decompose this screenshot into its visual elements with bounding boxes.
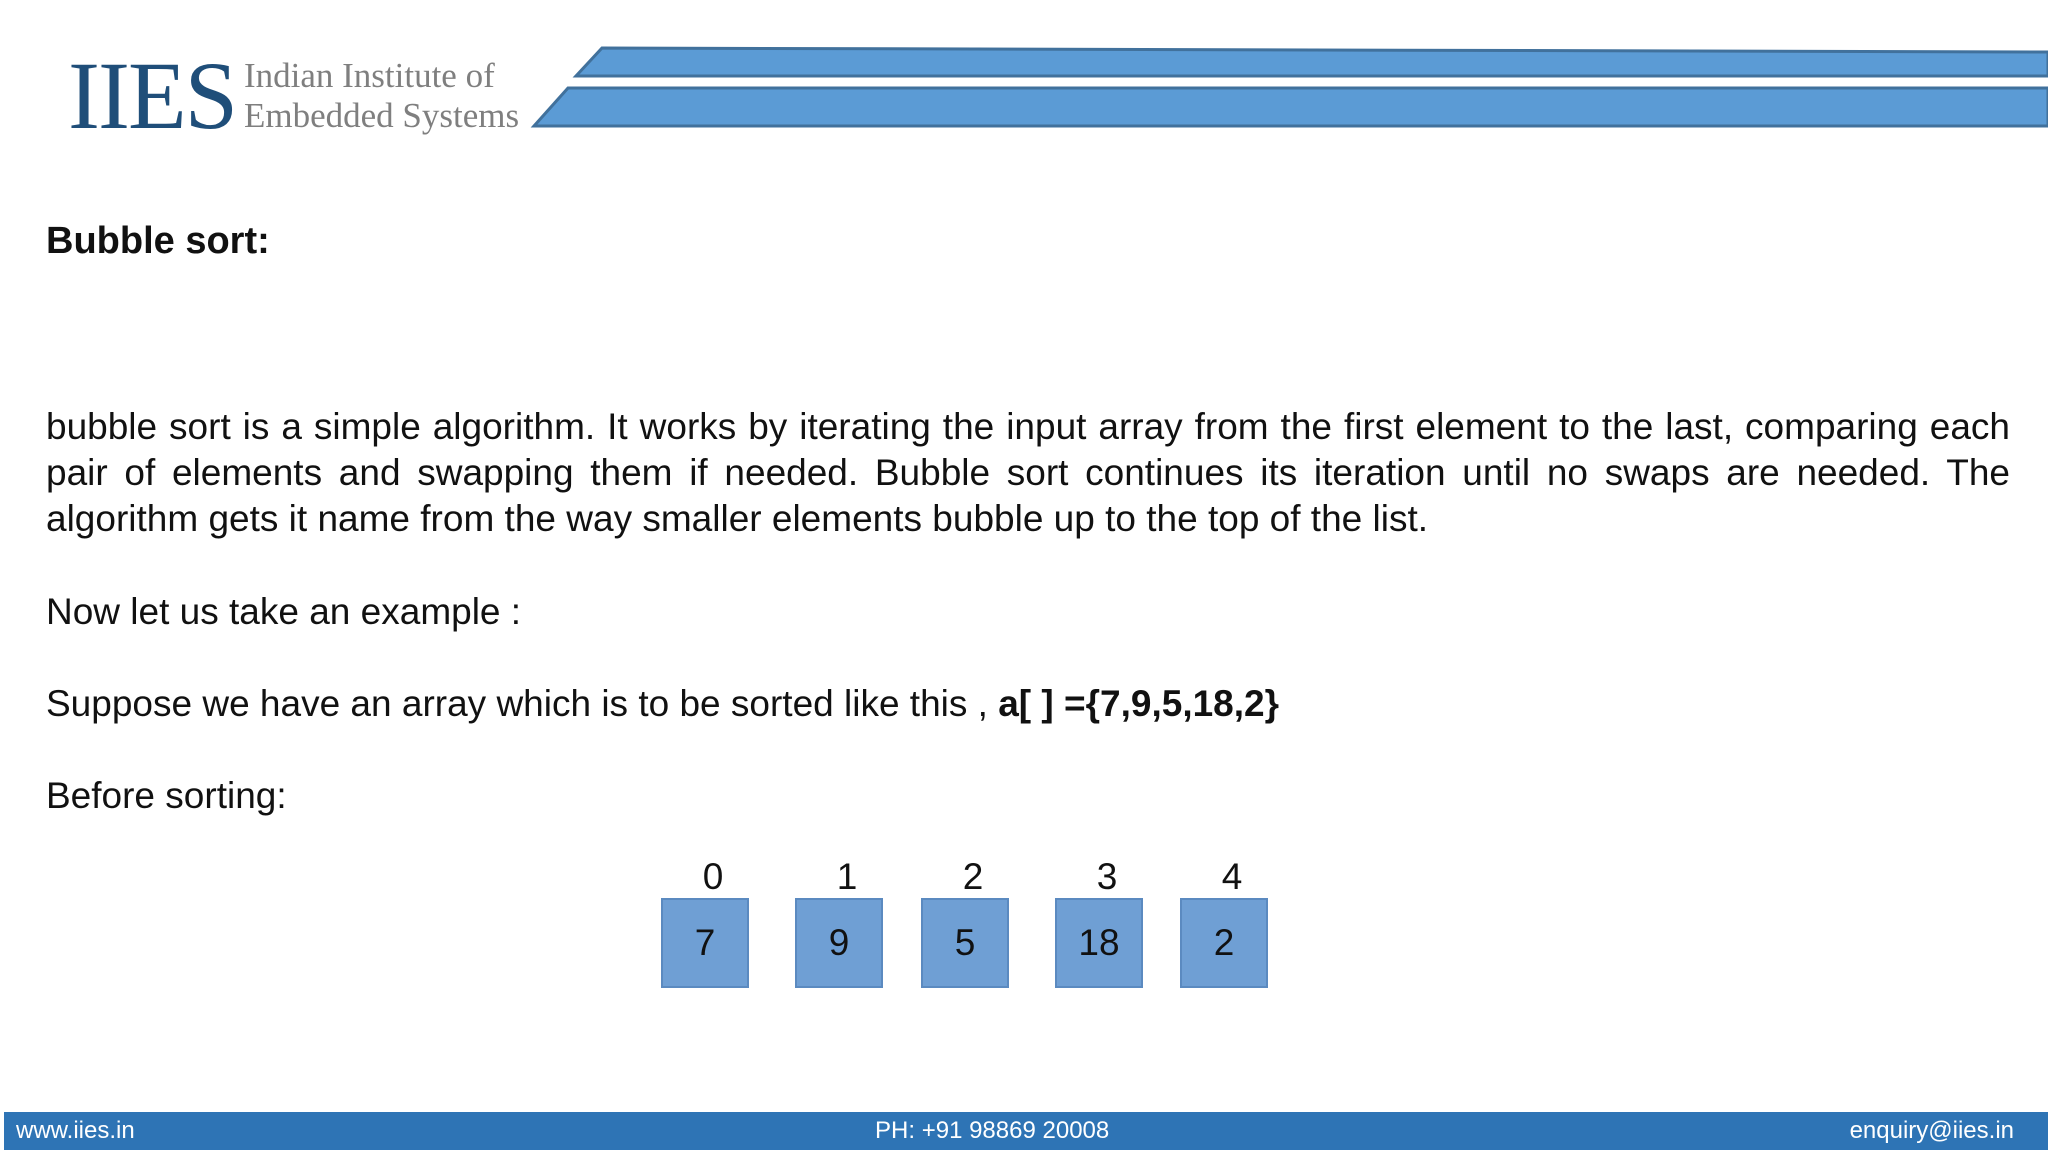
array-cell: 5 — [921, 898, 1009, 988]
array-cell: 18 — [1055, 898, 1143, 988]
array-cell: 7 — [661, 898, 749, 988]
description-paragraph: bubble sort is a simple algorithm. It works by iterating the input array from the first element to the last, comparing each pair of elements and swapping them if needed. Bubble sort continues its iteration until no swaps are needed. The algorithm gets it name from the way smaller elements bubble up to the top of the list. — [46, 406, 2010, 539]
array-literal: a[ ] ={7,9,5,18,2} — [998, 683, 1280, 724]
array-cell: 2 — [1180, 898, 1268, 988]
footer-email: enquiry@iies.in — [1849, 1117, 2014, 1144]
slide-title: Bubble sort: — [46, 220, 270, 262]
footer-website: www.iies.in — [16, 1117, 135, 1144]
logo-mark: IIES — [68, 42, 236, 149]
array-index: 0 — [702, 856, 724, 897]
footer-phone: PH: +91 98869 20008 — [875, 1117, 1110, 1144]
array-index: 3 — [1096, 856, 1118, 897]
array-cell: 9 — [795, 898, 883, 988]
array-index: 2 — [962, 856, 984, 897]
array-index: 1 — [836, 856, 858, 897]
array-index: 4 — [1221, 856, 1243, 897]
example-intro: Now let us take an example : — [46, 591, 522, 632]
logo-line-2: Embedded Systems — [243, 96, 520, 135]
logo-line-1: Indian Institute of — [243, 56, 495, 95]
before-sorting-label: Before sorting: — [46, 775, 287, 816]
footer-bar — [4, 1112, 2048, 1150]
array-sentence-text: Suppose we have an array which is to be sorted like this , — [46, 683, 999, 724]
